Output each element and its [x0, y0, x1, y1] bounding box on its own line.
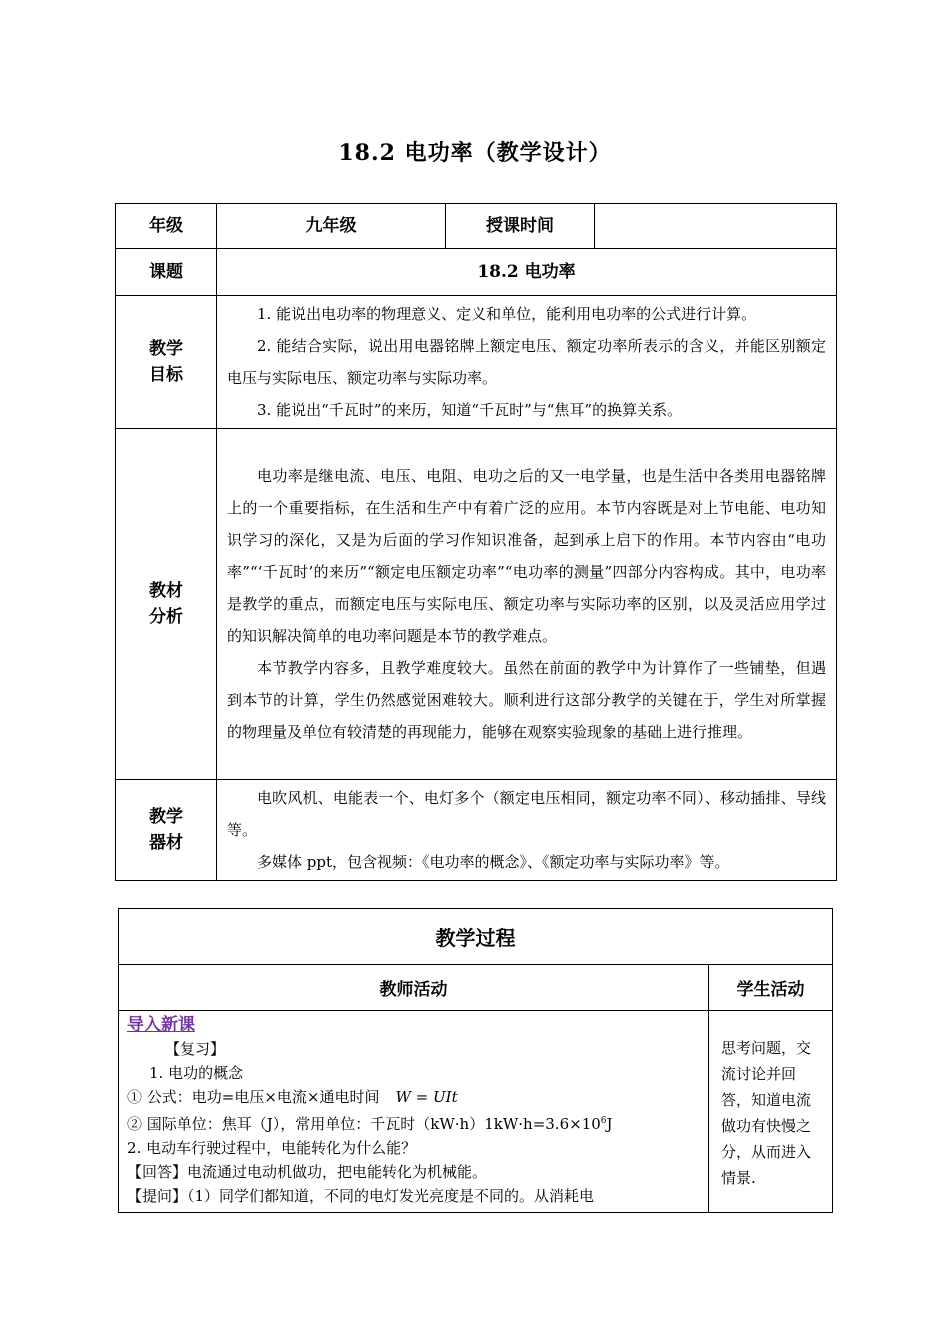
student-activity-cell: 思考问题，交流讨论并回答，知道电流做功有快慢之分，从而进入情景.: [709, 1011, 833, 1213]
equipment-label-line2: 器材: [149, 833, 183, 853]
grade-label: 年级: [116, 204, 217, 249]
answer-line: 【回答】电流通过电动机做功，把电能转化为机械能。: [127, 1163, 488, 1181]
goals-label-line1: 教学: [149, 339, 183, 359]
analysis-cell: [217, 429, 837, 780]
teaching-process-table: [118, 908, 833, 1213]
equipment-paragraph: 多媒体 ppt，包含视频：《电功率的概念》、《额定功率与实际功率》等。: [257, 853, 730, 871]
unit-joule: J: [606, 1115, 613, 1133]
review-line: [127, 1085, 700, 1109]
goals-label: [116, 296, 217, 429]
analysis-paragraph: 电功率是继电流、电压、电阻、电功之后的又一电学量，也是生活中各类用电器铭牌上的一个重要指标，在生活和生产中有着广泛的应用。本节内容既是对上节电能、电功知识学习的深化，又是为后面的学习作知识准备，起到承上启下的作用。本节内容由“电功率”“‘千瓦时’的来历”“额定电压额定功率”“电功率的测量”四部分内容构成。其中，电功率是教学的重点，而额定电压与实际电压、额定功率与实际功率的区别，以及灵活应用学过的知识解决简单的电功率问题是本节的教学难点。: [227, 467, 826, 645]
goal-item: 2. 能结合实际，说出用电器铭牌上额定电压、额定功率所表示的含义，并能区别额定电压与实际电压、额定功率与实际功率。: [227, 337, 826, 387]
work-formula: W = UIt: [395, 1088, 458, 1106]
analysis-label-line1: 教材: [149, 581, 183, 601]
review-line: 1. 电功的概念: [149, 1064, 244, 1082]
goals-cell: [217, 296, 837, 429]
teacher-activity-cell: [119, 1011, 709, 1213]
review-heading: 【复习】: [165, 1040, 226, 1058]
equipment-cell: [217, 780, 837, 881]
goal-item: 1. 能说出电功率的物理意义、定义和单位，能利用电功率的公式进行计算。: [257, 305, 757, 323]
review-line: [127, 1109, 700, 1136]
unit-exponent: 6: [600, 1116, 607, 1126]
time-label: 授课时间: [446, 204, 595, 249]
teacher-activity-header: 教师活动: [119, 965, 709, 1011]
question-line: 【提问】（1）同学们都知道，不同的电灯发光亮度是不同的。从消耗电: [127, 1187, 595, 1205]
process-title: 教学过程: [119, 909, 833, 965]
review-line: 2. 电动车行驶过程中，电能转化为什么能？: [127, 1139, 417, 1157]
equipment-paragraph: 电吹风机、电能表一个、电灯多个（额定电压相同，额定功率不同）、移动插排、导线等。: [227, 789, 826, 839]
analysis-label-line2: 分析: [149, 607, 183, 627]
grade-value: 九年级: [217, 204, 446, 249]
formula-description: ① 公式：电功=电压×电流×通电时间: [127, 1088, 380, 1106]
topic-label: 课题: [116, 249, 217, 296]
lead-in-link[interactable]: 导入新课: [127, 1015, 195, 1035]
time-value: [595, 204, 837, 249]
goal-item: 3. 能说出“千瓦时”的来历，知道“千瓦时”与“焦耳”的换算关系。: [257, 401, 683, 419]
topic-value: 18.2 电功率: [217, 249, 837, 296]
goals-label-line2: 目标: [149, 365, 183, 385]
lesson-info-table: [115, 203, 837, 881]
equipment-label-line1: 教学: [149, 807, 183, 827]
student-activity-header: 学生活动: [709, 965, 833, 1011]
unit-description: ② 国际单位：焦耳（J），常用单位：千瓦时（kW·h）1kW·h=3.6×10: [127, 1115, 601, 1133]
analysis-label: [116, 429, 217, 780]
document-title: 18.2 电功率（教学设计）: [338, 140, 612, 166]
analysis-paragraph: 本节教学内容多，且教学难度较大。虽然在前面的教学中为计算作了一些铺垫，但遇到本节的计算，学生仍然感觉困难较大。顺利进行这部分教学的关键在于，学生对所掌握的物理量及单位有较清楚的再现能力，能够在观察实验现象的基础上进行推理。: [227, 659, 826, 741]
equipment-label: [116, 780, 217, 881]
